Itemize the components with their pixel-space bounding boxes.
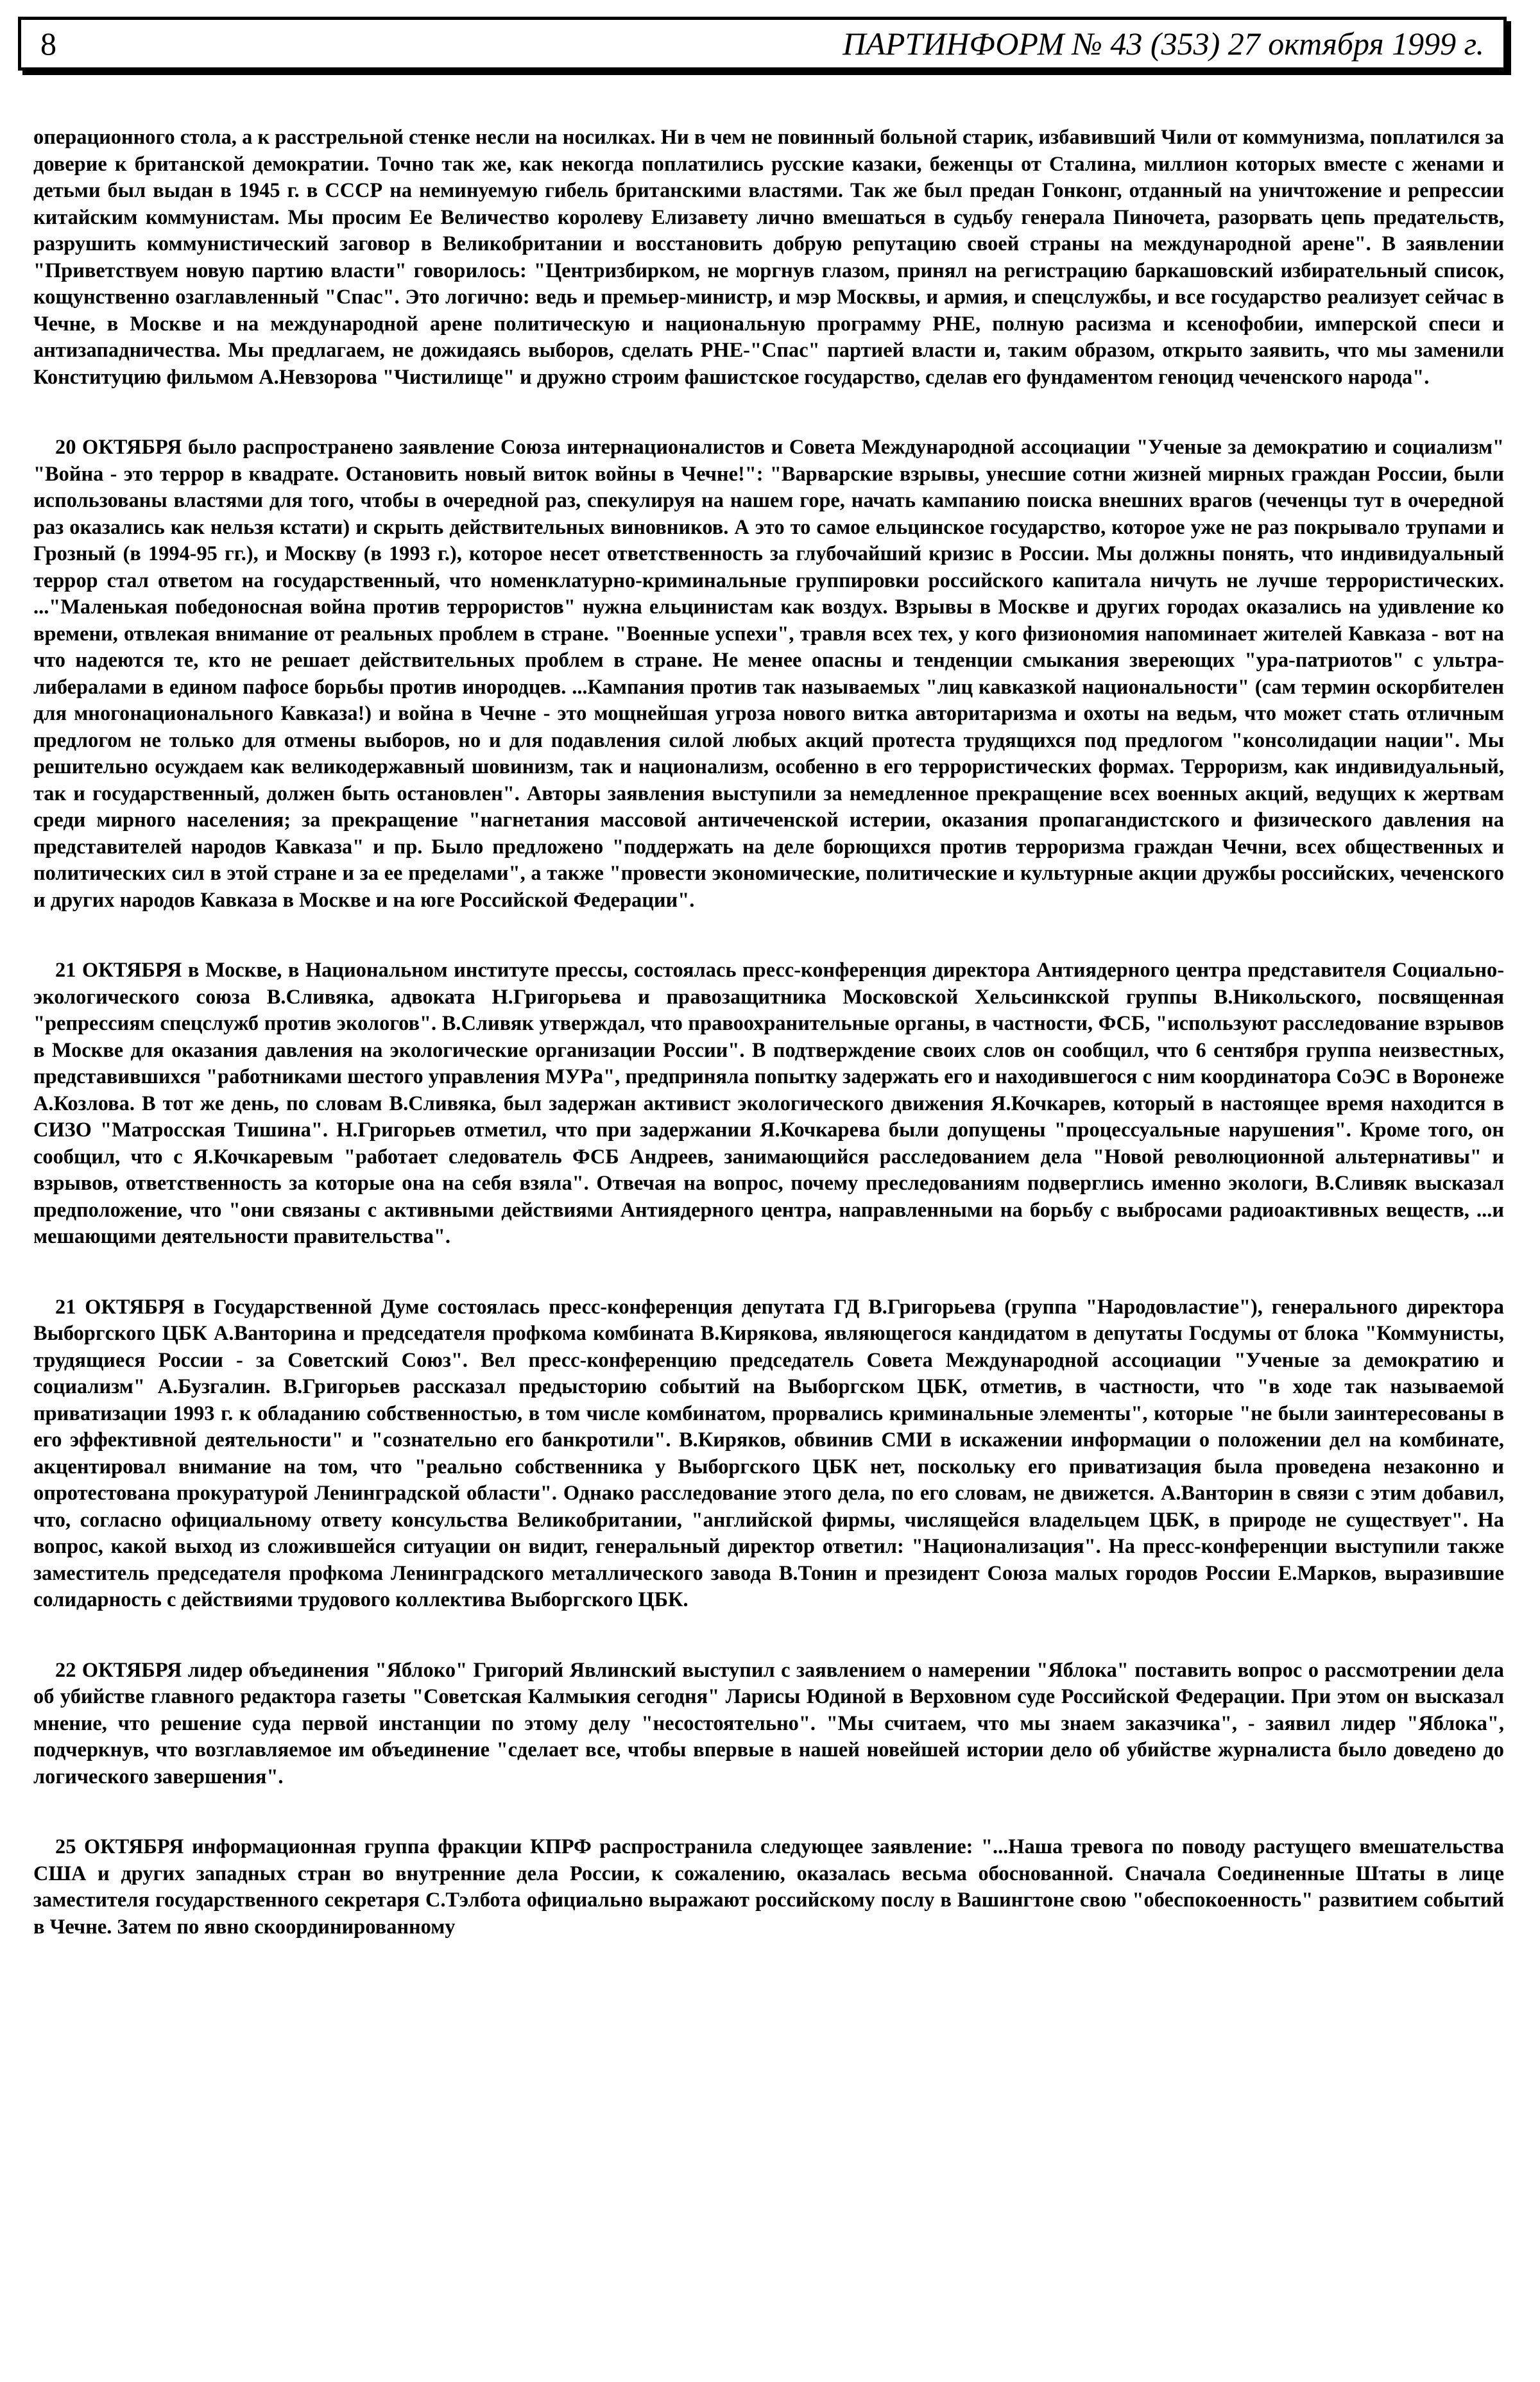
page-header (18, 17, 1507, 71)
paragraph-oct-20: 20 ОКТЯБРЯ было распространено заявление Союза интернационалистов и Совета Международной ассоциации "Ученые за демократию и социализм" "Война - это террор в квадрате. Остановить новый виток войны в Чечне!": "Варварские взрывы, унесшие сотни жизней мирных граждан России, были использованы властями для того, чтобы в очередной раз, спекулируя на нашем горе, начать кампанию поиска внешних врагов (чеченцы тут в очередной раз оказались как нельзя кстати) и скрыть действительных виновников. А это то самое ельцинское государство, которое уже не раз покрывало трупами и Грозный (в 1994-95 гг.), и Москву (в 1993 г.), которое несет ответственность за глубочайший кризис в России. Мы должны понять, что индивидуальный террор стал ответом на государственный, что номенклатурно-криминальные группировки российского капитала ничуть не лучше террористических. ..."Маленькая победоносная война против террористов" нужна ельцинистам как воздух. Взрывы в Москве и других городах оказались на удивление ко времени, отвлекая внимание от реальных проблем в стране. "Военные успехи", травля всех тех, у кого физиономия напоминает жителей Кавказа - вот на что надеются те, кто не решает действительных проблем в стране. Не менее опасны и тенденции смыкания звереющих "ура-патриотов" с ультра-либералами в едином пафосе борьбы против инородцев. ...Кампания против так называемых "лиц кавказкой национальности" (сам термин оскорбителен для многонационального Кавказа!) и война в Чечне - это мощнейшая угроза нового витка авторитаризма и охоты на ведьм, что может стать отличным предлогом не только для отмены выборов, но и для подавления силой любых акций протеста трудящихся под предлогом "консолидации нации". Мы решительно осуждаем как великодержавный шовинизм, так и национализм, особенно в его террористических формах. Терроризм, как индивидуальный, так и государственный, должен быть остановлен". Авторы заявления выступили за немедленное прекращение всех военных акций, ведущих к жертвам среди мирного населения; за прекращение "нагнетания массовой античеченской истерии, оказания пропагандистского и физического давления на представителей народов Кавказа" и пр. Было предложено "поддержать на деле борющихся против терроризма граждан Чечни, всех общественных и политических сил в этой стране и за ее пределами", а также "провести экономические, политические и культурные акции дружбы российских, чеченского и других народов Кавказа в Москве и на юге Российской Федерации". (33, 436, 1504, 912)
paragraph-oct-21-press: 21 ОКТЯБРЯ в Москве, в Национальном институте прессы, состоялась пресс-конференция директора Антиядерного центра представителя Социально-экологического союза В.Сливяка, адвоката Н.Григорьева и правозащитника Московской Хельсинкской группы В.Никольского, посвященная "репрессиям спецслужб против экологов". В.Сливяк утверждал, что правоохранительные органы, в частности, ФСБ, "используют расследование взрывов в Москве для оказания давления на экологические организации России". В подтверждение своих слов он сообщил, что 6 сентября группа неизвестных, представившихся "работниками шестого управления МУРа", предприняла попытку задержать его и находившегося с ним координатора СоЭС в Воронеже А.Козлова. В тот же день, по словам В.Сливяка, был задержан активист экологического движения Я.Кочкарев, который в настоящее время находится в СИЗО "Матросская Тишина". Н.Григорьев отметил, что при задержании Я.Кочкарева были допущены "процессуальные нарушения". Кроме того, он сообщил, что с Я.Кочкаревым "работает следователь ФСБ Андреев, занимающийся расследованием дела "Новой революционной альтернативы" и взрывов, ответственность за которые она на себя взяла". Отвечая на вопрос, почему преследованиям подверглись именно экологи, В.Сливяк высказал предположение, что "они связаны с активными действиями Антиядерного центра, направленными на борьбу с выбросами радиоактивных веществ, ...и мешающими деятельности правительства". (33, 959, 1504, 1248)
paragraph-oct-25: 25 ОКТЯБРЯ информационная группа фракции КПРФ распространила следующее заявление: "...Наша тревога по поводу растущего вмешательства США и других западных стран во внутренние дела России, к сожалению, оказалась весьма обоснованной. Сначала Соединенные Штаты в лице заместителя государственного секретаря С.Тэлбота официально выражают российскому послу в Вашингтоне свою "обеспокоенность" развитием событий в Чечне. Затем по явно скоординированному (33, 1835, 1504, 1939)
paragraph-oct-22: 22 ОКТЯБРЯ лидер объединения "Яблоко" Григорий Явлинский выступил с заявлением о намерении "Яблока" поставить вопрос о рассмотрении дела об убийстве главного редактора газеты "Советская Калмыкия сегодня" Ларисы Юдиной в Верховном суде Российской Федерации. При этом он высказал мнение, что решение суда первой инстанции по этому делу "несостоятельно". "Мы считаем, что мы знаем заказчика", - заявил лидер "Яблока", подчеркнув, что возглавляемое им объединение "сделает все, чтобы впервые в нашей новейшей истории дело об убийстве журналиста было доведено до логического завершения". (33, 1658, 1504, 1788)
paragraph-oct-21-duma: 21 ОКТЯБРЯ в Государственной Думе состоялась пресс-конференция депутата ГД В.Григорьева (группа "Народовластие"), генерального директора Выборгского ЦБК А.Ванторина и председателя профкома комбината В.Кирякова, являющегося кандидатом в депутаты Госдумы от блока "Коммунисты, трудящиеся России - за Советский Союз". Вел пресс-конференцию председатель Совета Международной ассоциации "Ученые за демократию и социализм" А.Бузгалин. В.Григорьев рассказал предысторию событий на Выборгском ЦБК, отметив, в частности, что "в ходе так называемой приватизации 1993 г. к обладанию собственностью, в том числе комбинатом, прорвались криминальные элементы", которые "не были заинтересованы в его эффективной деятельности" и "сознательно его банкротили". В.Киряков, обвинив СМИ в искажении информации о положении дел на комбинате, акцентировал внимание на том, что "реально собственника у Выборгского ЦБК нет, поскольку его приватизация была проведена незаконно и опротестована прокуратурой Ленинградской области". Однако расследование этого дела, по его словам, не движется. А.Ванторин в связи с этим добавил, что, согласно официальному ответу консульства Великобритании, "английской фирмы, числящейся владельцем ЦБК, в природе не существует". На вопрос, какой выход из сложившейся ситуации он видит, генеральный директор ответил: "Национализация". На пресс-конференции выступили также заместитель председателя профкома Ленинградского металлического завода В.Тонин и президент Союза малых городов России Е.Марков, выразившие солидарность с действиями трудового коллектива Выборгского ЦБК. (33, 1295, 1504, 1611)
page-number: 8 (40, 26, 56, 62)
paragraph-continuation: операционного стола, а к расстрельной стенке несли на носилках. Ни в чем не повинный больной старик, избавивший Чили от коммунизма, поплатился за доверие к британской демократии. Точно так же, как некогда поплатились русские казаки, беженцы от Сталина, миллион которых вместе с женами и детьми был выдан в 1945 г. в СССР на неминуемую гибель британскими властями. Так же был предан Гонконг, отданный на уничтожение и репрессии китайским коммунистам. Мы просим Ее Величество королеву Елизавету лично вмешаться в судьбу генерала Пиночета, разорвать цепь предательств, разрушить коммунистический заговор в Великобритании и восстановить добрую репутацию своей страны на международной арене". В заявлении "Приветствуем новую партию власти" говорилось: "Центризбирком, не моргнув глазом, принял на регистрацию баркашовский избирательный список, кощунственно озаглавленный "Спас". Это логично: ведь и премьер-министр, и мэр Москвы, и армия, и спецслужбы, и все государство реализует сейчас в Чечне, в Москве и на международной арене политическую и национальную программу РНЕ, полную расизма и ксенофобии, имперской спеси и антизападничества. Мы предлагаем, не дожидаясь выборов, сделать РНЕ-"Спас" партией власти и, таким образом, открыто заявить, что мы заменили Конституцию фильмом А.Невзорова "Чистилище" и дружно строим фашистское государство, сделав его фундаментом геноцид чеченского народа". (33, 126, 1504, 389)
issue-title: ПАРТИНФОРМ № 43 (353) 27 октября 1999 г. (843, 26, 1484, 62)
article-body (33, 124, 1504, 1984)
